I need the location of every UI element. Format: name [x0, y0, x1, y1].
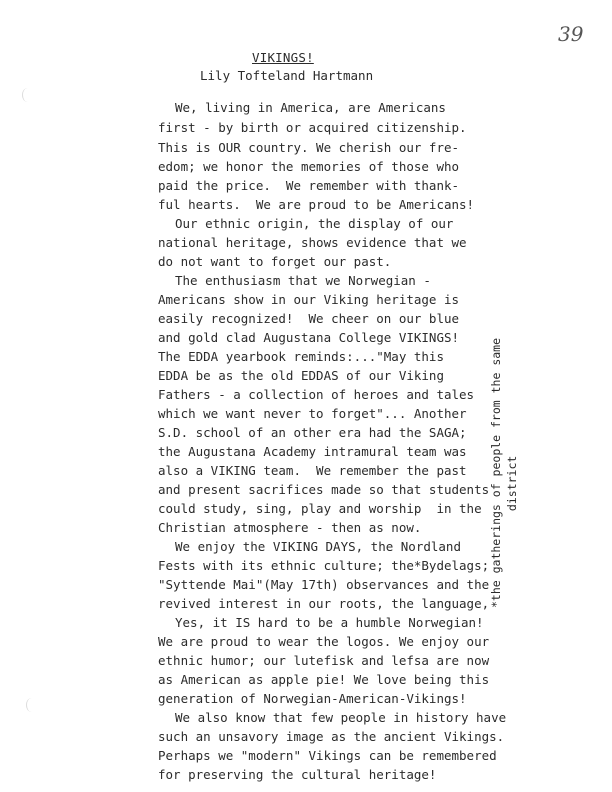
- body-line: and present sacrifices made so that students: [158, 482, 490, 497]
- body-line: We are proud to wear the logos. We enjoy our: [158, 634, 490, 649]
- document-author: Lily Tofteland Hartmann: [200, 68, 374, 83]
- body-line: Our ethnic origin, the display of our: [175, 216, 454, 231]
- body-line: generation of Norwegian-American-Vikings!: [158, 691, 467, 706]
- body-line: as American as apple pie! We love being this: [158, 672, 490, 687]
- body-line: Fests with its ethnic culture; the*Bydelags;: [158, 558, 490, 573]
- body-line: We enjoy the VIKING DAYS, the Nordland: [175, 539, 461, 554]
- body-line: S.D. school of an other era had the SAGA;: [158, 425, 467, 440]
- body-line: "Syttende Mai"(May 17th) observances and the: [158, 577, 490, 592]
- body-line: Americans show in our Viking heritage is: [158, 292, 460, 307]
- body-line: ful hearts. We are proud to be Americans!: [158, 197, 475, 212]
- body-line: This is OUR country. We cherish our fre-: [158, 140, 460, 155]
- body-line: which we want never to forget"... Another: [158, 406, 467, 421]
- body-line: We also know that few people in history have: [175, 710, 507, 725]
- body-line: Perhaps we "modern" Vikings can be remembered: [158, 748, 497, 763]
- body-line: Yes, it IS hard to be a humble Norwegian!: [175, 615, 484, 630]
- body-line: national heritage, shows evidence that we: [158, 235, 467, 250]
- body-line: The enthusiasm that we Norwegian -: [175, 273, 431, 288]
- document-title: VIKINGS!: [252, 50, 314, 65]
- page-number: 39: [558, 22, 584, 46]
- body-line: edom; we honor the memories of those who: [158, 159, 460, 174]
- punch-hole-mark-bottom: [26, 698, 37, 712]
- body-line: Christian atmosphere - then as now.: [158, 520, 422, 535]
- margin-footnote: *the gatherings of people from the same district: [489, 337, 519, 608]
- body-line: such an unsavory image as the ancient Vikings.: [158, 729, 505, 744]
- body-line: and gold clad Augustana College VIKINGS!: [158, 330, 460, 345]
- body-line: Fathers - a collection of heroes and tales: [158, 387, 475, 402]
- punch-hole-mark-top: [22, 88, 33, 102]
- body-line: We, living in America, are Americans: [175, 100, 446, 115]
- body-line: easily recognized! We cheer on our blue: [158, 311, 460, 326]
- body-line: do not want to forget our past.: [158, 254, 392, 269]
- body-line: The EDDA yearbook reminds:..."May this: [158, 349, 444, 364]
- body-line: EDDA be as the old EDDAS of our Viking: [158, 368, 444, 383]
- body-line: for preserving the cultural heritage!: [158, 767, 437, 782]
- body-line: paid the price. We remember with thank-: [158, 178, 460, 193]
- body-line: first - by birth or acquired citizenship.: [158, 120, 467, 135]
- body-line: revived interest in our roots, the language,: [158, 596, 490, 611]
- body-line: ethnic humor; our lutefisk and lefsa are now: [158, 653, 490, 668]
- body-line: the Augustana Academy intramural team was: [158, 444, 467, 459]
- body-line: could study, sing, play and worship in the: [158, 501, 482, 516]
- body-line: also a VIKING team. We remember the past: [158, 463, 467, 478]
